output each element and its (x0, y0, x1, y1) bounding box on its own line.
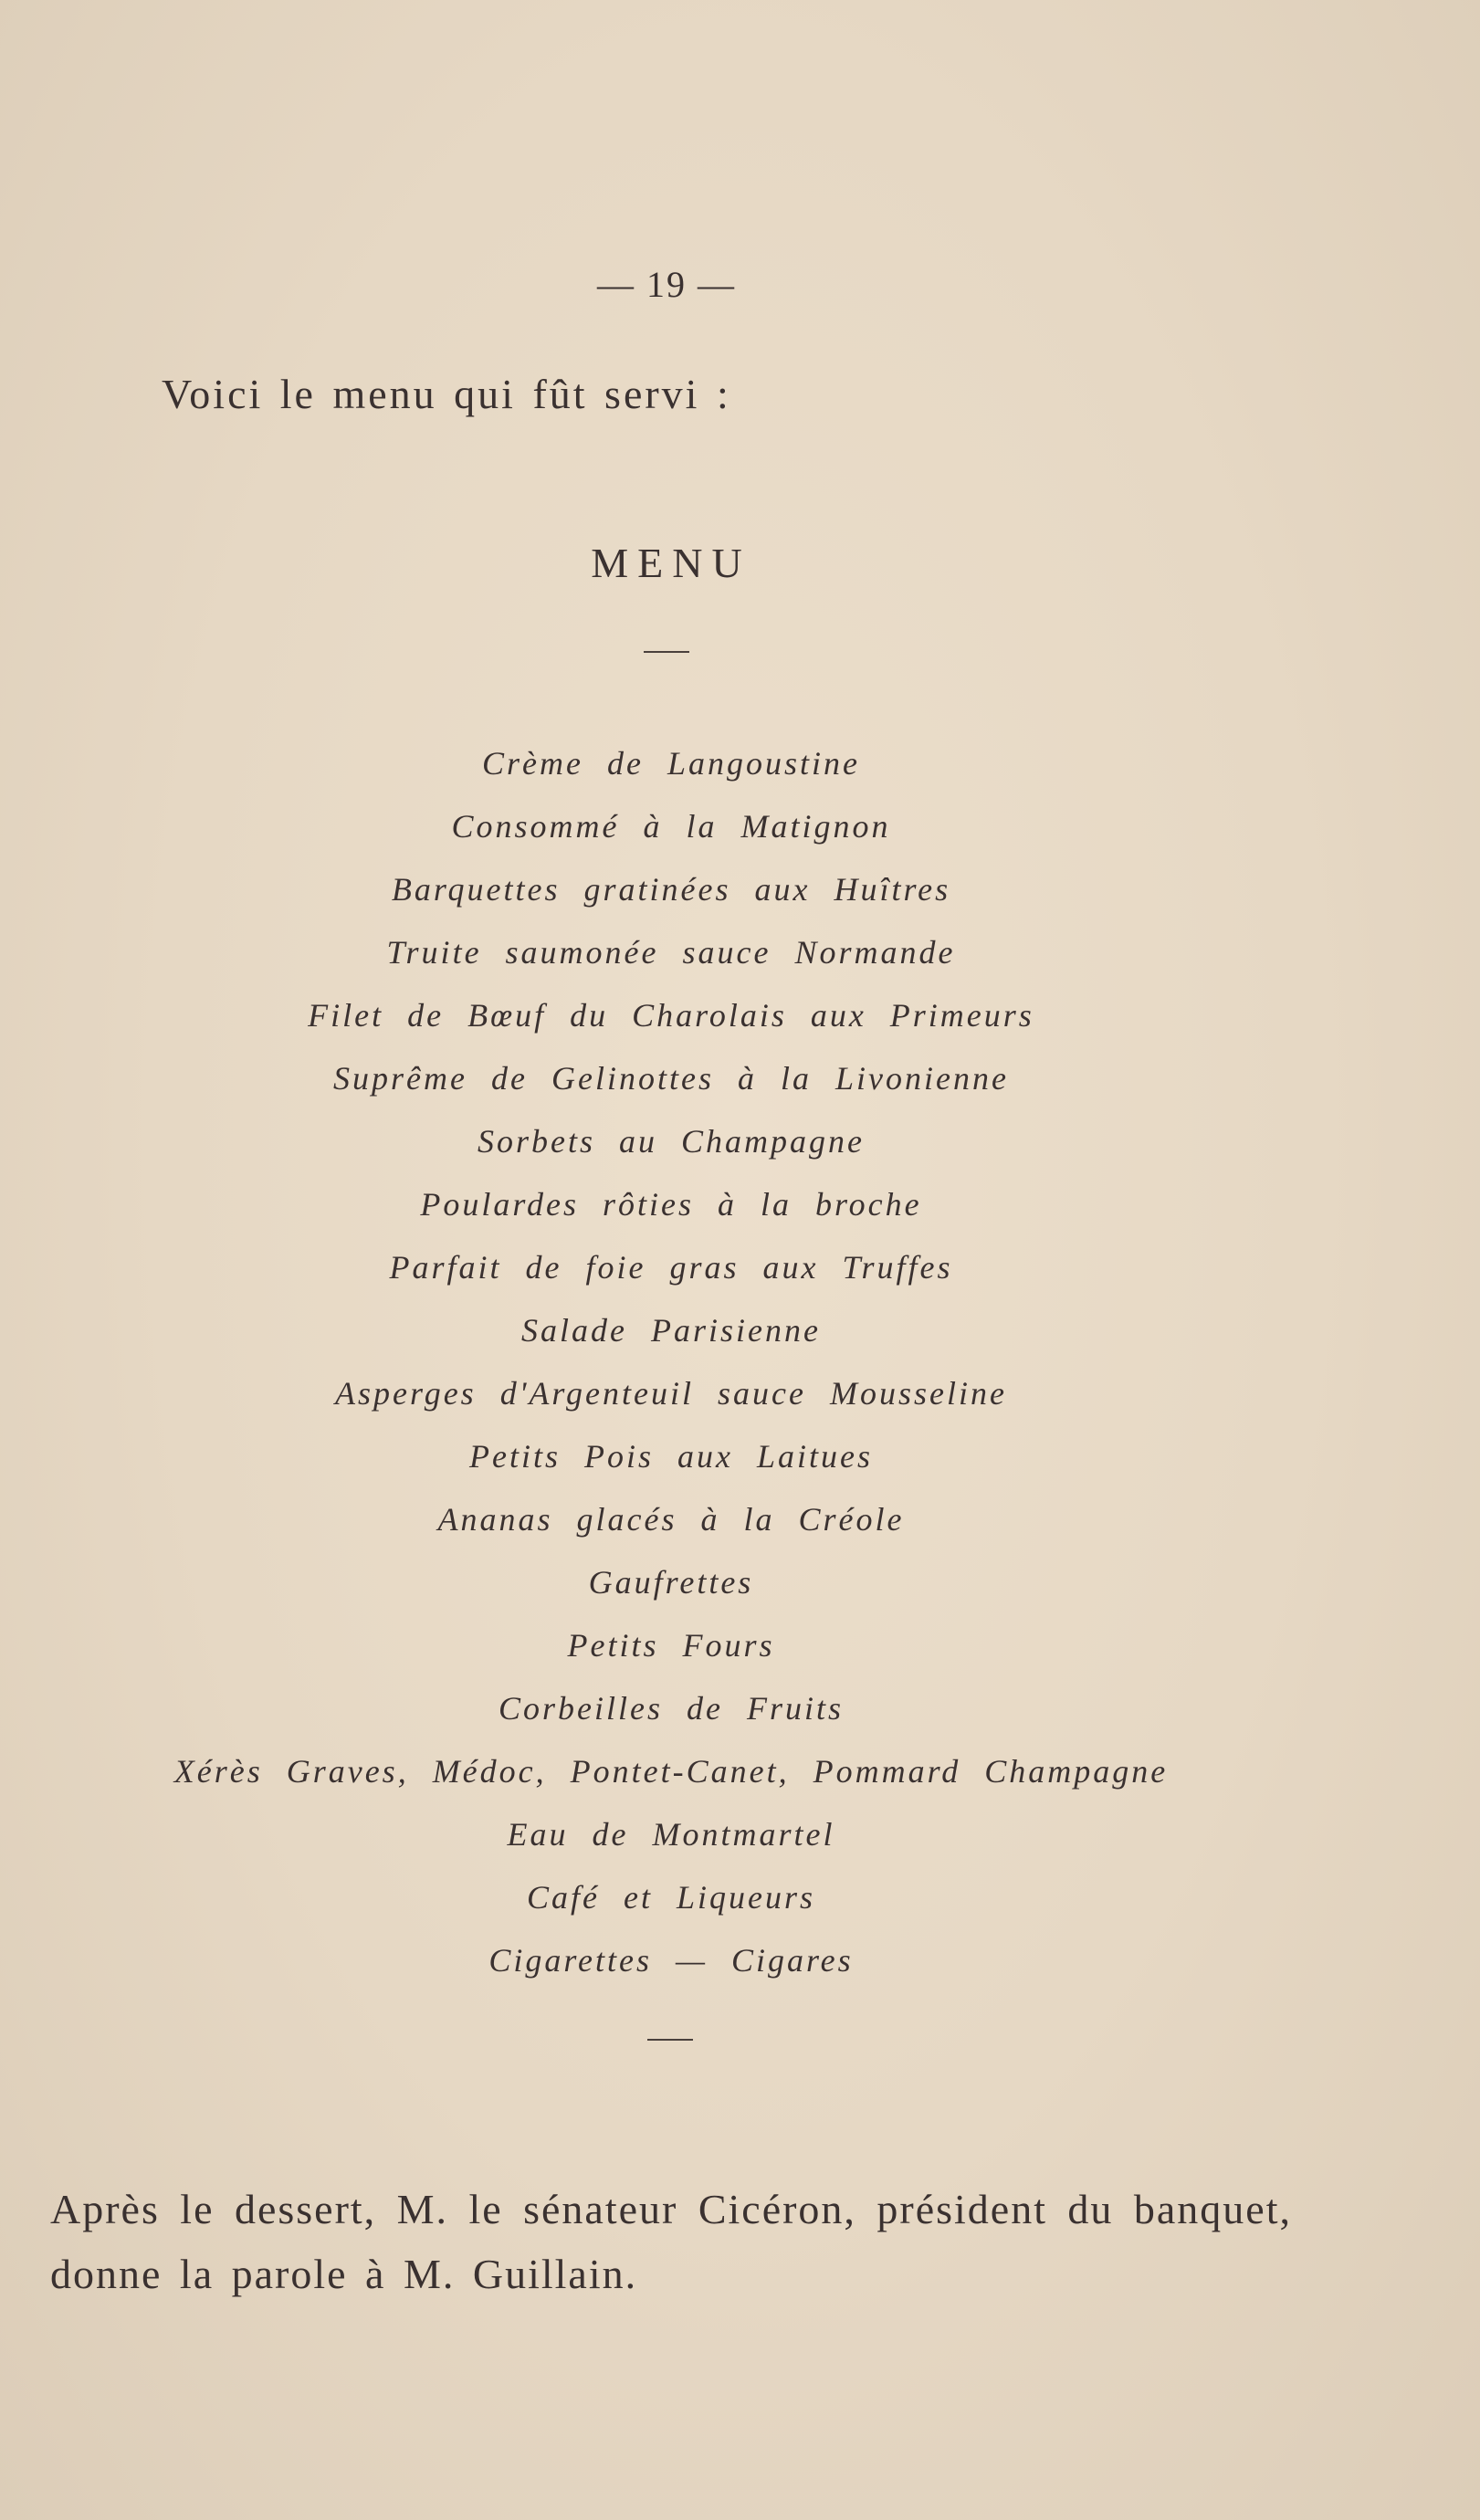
menu-item: Eau de Montmartel (507, 1816, 835, 1853)
menu-item: Cigarettes — Cigares (488, 1942, 854, 1979)
intro-sentence: Voici le menu qui fût servi : (162, 371, 731, 417)
menu-item: Suprême de Gelinottes à la Livonienne (333, 1060, 1009, 1097)
menu-item: Salade Parisienne (521, 1312, 821, 1349)
menu-item: Petits Fours (567, 1627, 775, 1664)
menu-item: Ananas glacés à la Créole (437, 1501, 905, 1538)
menu-item: Poulardes rôties à la broche (420, 1186, 922, 1223)
menu-item: Gaufrettes (588, 1564, 754, 1601)
divider-rule-bottom (647, 2039, 693, 2041)
menu-item: Café et Liqueurs (527, 1879, 815, 1916)
menu-item: Truite saumonée sauce Normande (386, 934, 956, 971)
menu-item: Consommé à la Matignon (451, 808, 891, 845)
menu-item: Sorbets au Champagne (478, 1123, 865, 1160)
divider-rule-top (644, 651, 689, 653)
closing-paragraph: Après le dessert, M. le sénateur Cicéron, président du banquet, donne la parole à M. Guillain. (50, 2186, 1292, 2297)
menu-item: Xérès Graves, Médoc, Pontet-Canet, Pommard Champagne (173, 1753, 1169, 1790)
menu-title: MENU (591, 540, 751, 586)
menu-item: Parfait de foie gras aux Truffes (389, 1249, 953, 1286)
menu-item: Petits Pois aux Laitues (469, 1438, 873, 1475)
menu-item: Corbeilles de Fruits (499, 1690, 844, 1727)
menu-list (0, 732, 1342, 1992)
menu-item: Crème de Langoustine (482, 745, 860, 782)
menu-item: Filet de Bœuf du Charolais aux Primeurs (308, 997, 1034, 1034)
menu-item: Barquettes gratinées aux Huîtres (391, 871, 951, 908)
page-number: — 19 — (597, 264, 736, 305)
menu-item: Asperges d'Argenteuil sauce Mousseline (335, 1375, 1007, 1412)
